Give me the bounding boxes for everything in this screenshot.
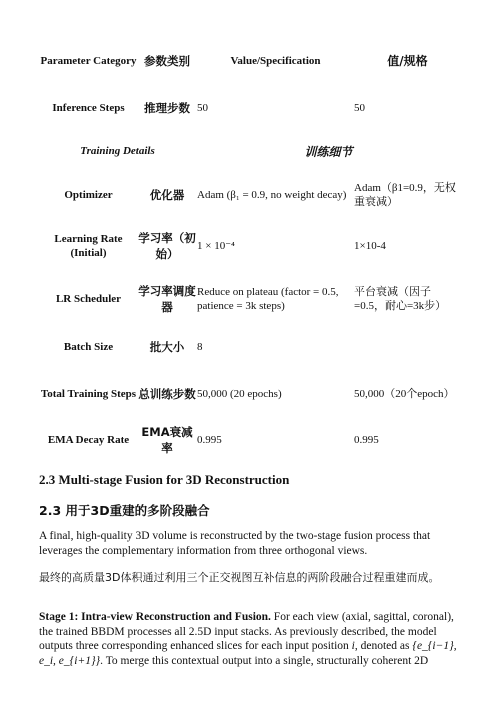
section-label-cn: 训练细节 xyxy=(304,144,353,159)
row-label: EMA Decay Rate xyxy=(47,434,130,446)
row-label-cn: 优化器 xyxy=(149,188,185,202)
row-value-cn: Adam（β1=0.9，无权重衰减） xyxy=(354,182,456,208)
row-label-cn: 学习率调度器 xyxy=(138,284,196,314)
stage1-text-3: . To merge this contextual output into a single, structurally coherent 2D xyxy=(100,654,429,667)
section-heading-cn: 2.3 用于3D重建的多阶段融合 xyxy=(39,503,210,518)
row-label-cn: 推理步数 xyxy=(144,101,190,115)
table-row xyxy=(39,420,461,460)
row-value: 50,000 (20 epochs) xyxy=(197,388,282,400)
row-label: Optimizer xyxy=(64,189,113,201)
paragraph-cn: 最终的高质量3D体积通过利用三个正交视图互补信息的两阶段融合过程重建而成。 xyxy=(39,571,440,584)
row-value-cn: 0.995 xyxy=(354,434,379,446)
header-category: Parameter Category xyxy=(40,55,137,67)
table-header-row xyxy=(39,38,461,84)
header-category-cn: 参数类别 xyxy=(144,54,190,68)
row-value-cn: 平台衰减（因子=0.5，耐心=3k步） xyxy=(354,286,447,312)
section-heading: 2.3 Multi-stage Fusion for 3D Reconstruction xyxy=(39,472,290,487)
math-var-i: i xyxy=(351,640,355,652)
row-label: Inference Steps xyxy=(52,102,125,114)
paragraph-stage1 xyxy=(39,610,463,668)
table-row xyxy=(39,170,461,220)
stage1-text: For each view (axial, sagittal, coronal), the trained BBDM processes all 2.5D input stacks. As previously described, the model outputs three corresponding enhanced slices for each input position xyxy=(39,611,454,652)
table-row xyxy=(39,220,461,272)
row-value: 50 xyxy=(197,102,208,114)
header-value: Value/Specification xyxy=(230,55,321,67)
row-label: Learning Rate (Initial) xyxy=(54,233,123,259)
row-label: LR Scheduler xyxy=(55,293,122,305)
parameter-table xyxy=(39,38,461,460)
stage1-lead: Stage 1: Intra-view Reconstruction and Fusion. xyxy=(39,611,271,623)
row-label: Total Training Steps xyxy=(40,388,137,400)
table-row xyxy=(39,84,461,132)
table-section-row xyxy=(39,132,461,170)
header-value-cn: 值/规格 xyxy=(387,54,428,68)
row-value: 8 xyxy=(197,341,203,353)
row-label: Batch Size xyxy=(63,341,114,353)
row-value-cn: 50,000（20个epoch） xyxy=(354,388,455,400)
table-row xyxy=(39,368,461,420)
stage1-text-2: , denoted as xyxy=(354,640,413,652)
row-label-cn: EMA衰减率 xyxy=(141,425,193,455)
row-value: Adam (β₁ = 0.9, no weight decay) xyxy=(197,189,347,201)
paragraph-en: A final, high-quality 3D volume is reconstructed by the two-stage fusion process that leverages the complementary information from three orthogonal views. xyxy=(39,530,431,557)
row-value: 0.995 xyxy=(197,434,222,446)
section-label: Training Details xyxy=(80,145,155,157)
row-label-cn: 批大小 xyxy=(149,340,185,354)
row-value-cn: 50 xyxy=(354,102,365,114)
math-slice-set: {e_{i−1}, e_i, e_{i+1}} xyxy=(39,640,457,667)
row-label-cn: 总训练步数 xyxy=(138,387,196,401)
table-row xyxy=(39,272,461,326)
table-row xyxy=(39,326,461,368)
row-value: Reduce on plateau (factor = 0.5, patience = 3k steps) xyxy=(197,286,339,312)
row-label-cn: 学习率（初始） xyxy=(138,231,196,261)
row-value-cn: 1×10-4 xyxy=(354,240,386,252)
row-value: 1 × 10⁻⁴ xyxy=(197,240,235,252)
